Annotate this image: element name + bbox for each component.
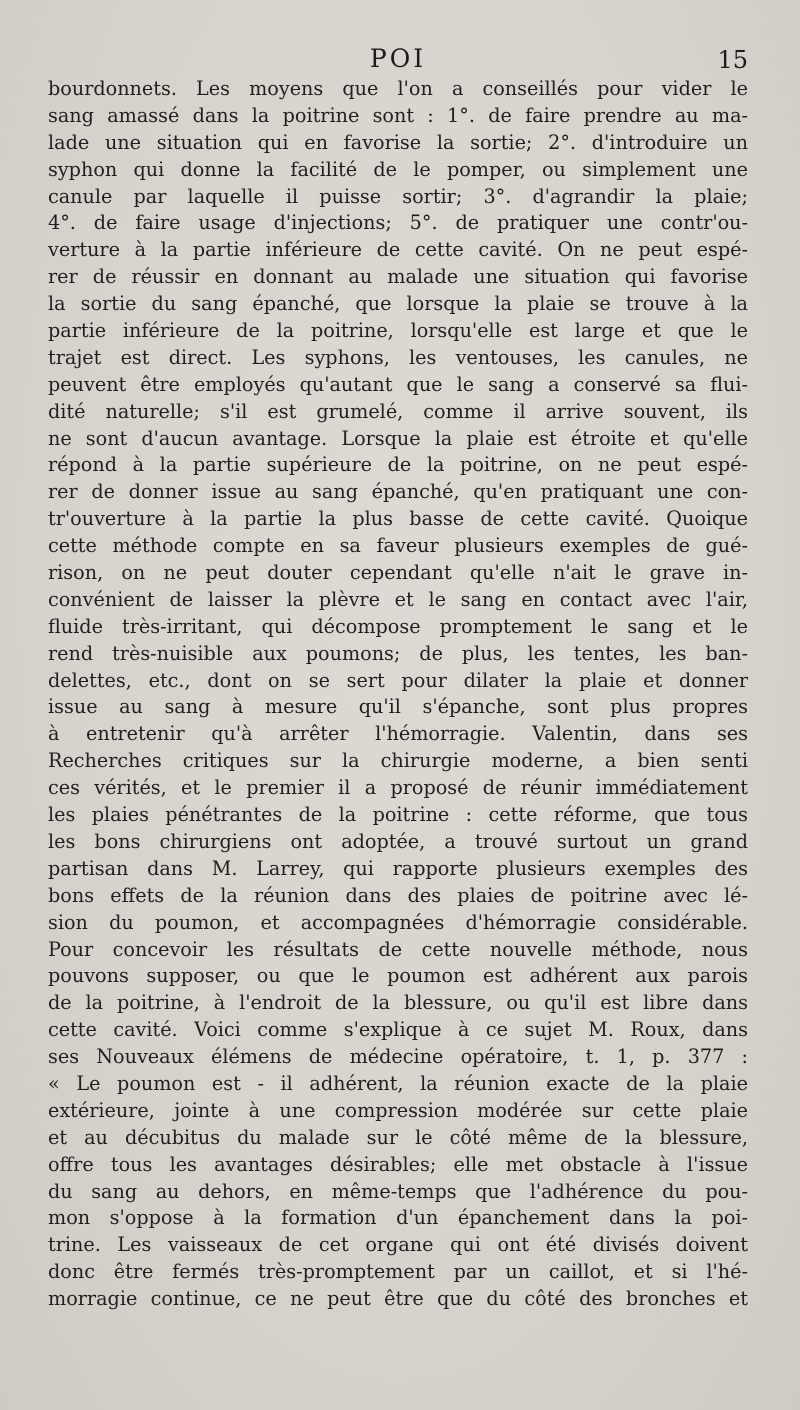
text-line: rend très-nuisible aux poumons; de plus, les tentes, les ban- xyxy=(48,641,748,665)
text-line: sion du poumon, et accompagnées d'hémorragie considérable. xyxy=(48,910,748,934)
text-line: issue au sang à mesure qu'il s'épanche, sont plus propres xyxy=(48,695,748,719)
text-line: rer de donner issue au sang épanché, qu'en pratiquant une con- xyxy=(48,480,748,504)
running-head: POI xyxy=(369,44,427,73)
text-line: donc être fermés très-promptement par un caillot, et si l'hé- xyxy=(48,1260,748,1284)
text-line: canule par laquelle il puisse sortir; 3°. d'agrandir la plaie; xyxy=(48,184,748,208)
text-line: delettes, etc., dont on se sert pour dilater la plaie et donner xyxy=(48,668,748,692)
text-line: les bons chirurgiens ont adoptée, a trouvé surtout un grand xyxy=(48,829,748,853)
page-header xyxy=(48,44,748,76)
text-line: sang amassé dans la poitrine sont : 1°. de faire prendre au ma- xyxy=(48,103,748,127)
text-line: lade une situation qui en favorise la sortie; 2°. d'introduire un xyxy=(48,130,748,154)
text-line: rison, on ne peut douter cependant qu'elle n'ait le grave in- xyxy=(48,561,748,585)
text-line: trine. Les vaisseaux de cet organe qui ont été divisés doivent xyxy=(48,1233,748,1257)
text-line: extérieure, jointe à une compression modérée sur cette plaie xyxy=(48,1098,748,1122)
text-line: Pour concevoir les résultats de cette nouvelle méthode, nous xyxy=(48,937,748,961)
text-line: syphon qui donne la facilité de le pomper, ou simplement une xyxy=(48,157,748,181)
text-line: rer de réussir en donnant au malade une situation qui favorise xyxy=(48,265,748,289)
text-line: tr'ouverture à la partie la plus basse de cette cavité. Quoique xyxy=(48,507,748,531)
text-line: morragie continue, ce ne peut être que du côté des bronches et xyxy=(48,1287,748,1311)
text-line: mon s'oppose à la formation d'un épanchement dans la poi- xyxy=(48,1206,748,1230)
text-line: dité naturelle; s'il est grumelé, comme il arrive souvent, ils xyxy=(48,399,748,423)
text-line: pouvons supposer, ou que le poumon est adhérent aux parois xyxy=(48,964,748,988)
text-line: bourdonnets. Les moyens que l'on a conseillés pour vider le xyxy=(48,77,748,100)
text-line: bons effets de la réunion dans des plaies de poitrine avec lé- xyxy=(48,883,748,907)
text-line: fluide très-irritant, qui décompose promptement le sang et le xyxy=(48,614,748,638)
text-line: ses Nouveaux élémens de médecine opératoire, t. 1, p. 377 : xyxy=(48,1045,748,1069)
text-line: du sang au dehors, en même-temps que l'adhérence du pou- xyxy=(48,1179,748,1203)
text-line: convénient de laisser la plèvre et le sang en contact avec l'air, xyxy=(48,587,748,611)
text-line: partie inférieure de la poitrine, lorsqu'elle est large et que le xyxy=(48,319,748,343)
text-line: de la poitrine, à l'endroit de la blessure, ou qu'il est libre dans xyxy=(48,991,748,1015)
text-line: trajet est direct. Les syphons, les ventouses, les canules, ne xyxy=(48,345,748,369)
text-line: la sortie du sang épanché, que lorsque la plaie se trouve à la xyxy=(48,292,748,316)
text-line: partisan dans M. Larrey, qui rapporte plusieurs exemples des xyxy=(48,856,748,880)
body-text xyxy=(48,76,748,1313)
text-line: et au décubitus du malade sur le côté même de la blessure, xyxy=(48,1125,748,1149)
text-line: ces vérités, et le premier il a proposé de réunir immédiatement xyxy=(48,776,748,800)
text-line: répond à la partie supérieure de la poitrine, on ne peut espé- xyxy=(48,453,748,477)
text-line: peuvent être employés qu'autant que le sang a conservé sa flui- xyxy=(48,372,748,396)
text-line: cette méthode compte en sa faveur plusieurs exemples de gué- xyxy=(48,534,748,558)
text-line: verture à la partie inférieure de cette cavité. On ne peut espé- xyxy=(48,238,748,262)
text-line: ne sont d'aucun avantage. Lorsque la plaie est étroite et qu'elle xyxy=(48,426,748,450)
text-line: 4°. de faire usage d'injections; 5°. de pratiquer une contr'ou- xyxy=(48,211,748,235)
text-line: les plaies pénétrantes de la poitrine : cette réforme, que tous xyxy=(48,803,748,827)
page-number: 15 xyxy=(717,46,748,74)
text-line: cette cavité. Voici comme s'explique à ce sujet M. Roux, dans xyxy=(48,1018,748,1042)
text-line: « Le poumon est - il adhérent, la réunion exacte de la plaie xyxy=(48,1071,748,1095)
text-line: Recherches critiques sur la chirurgie moderne, a bien senti xyxy=(48,749,748,773)
text-line: à entretenir qu'à arrêter l'hémorragie. Valentin, dans ses xyxy=(48,722,748,746)
text-line: offre tous les avantages désirables; elle met obstacle à l'issue xyxy=(48,1152,748,1176)
